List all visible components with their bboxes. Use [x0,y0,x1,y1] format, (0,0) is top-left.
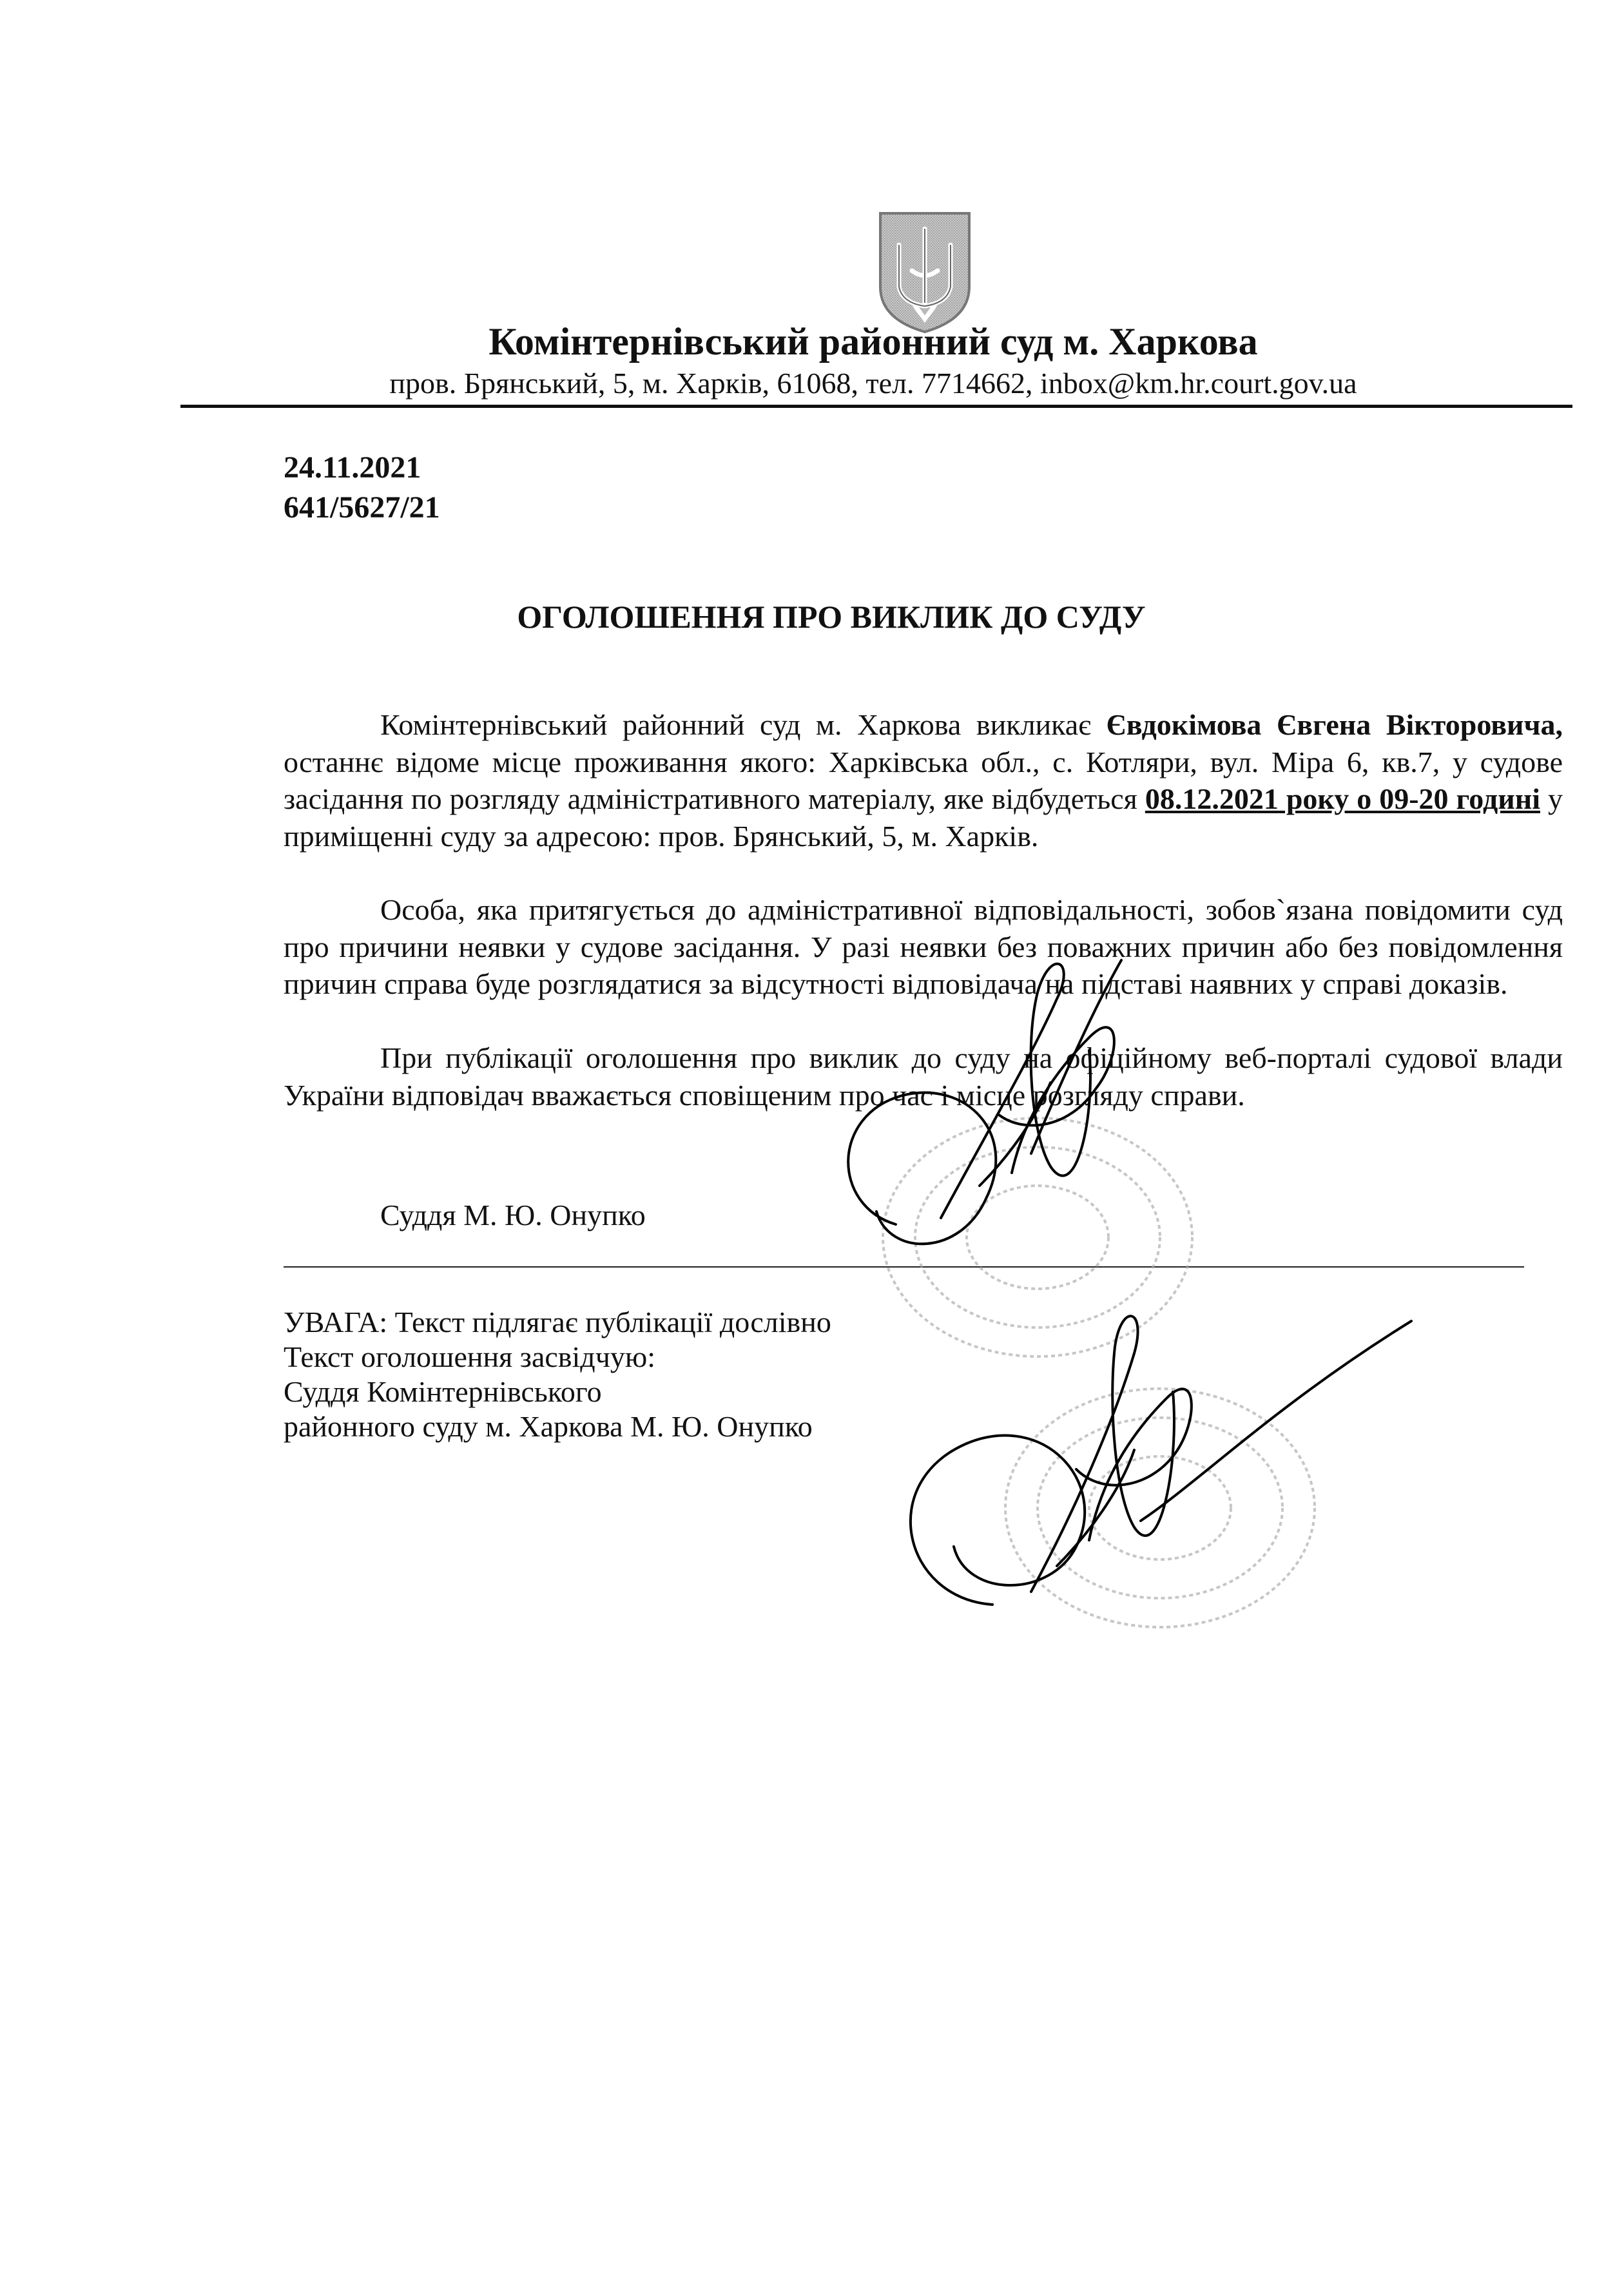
paragraph-obligation: Особа, яка притягується до адміністративної відповідальності, зобов`язана повідомити суд про причини неявки у судове засідання. У разі неявки без поважних причин або без повідомлення причин справа буде розглядатися за відсутності відповідача на підставі наявних у справі доказів. [284,893,1563,1000]
header-divider [180,405,1572,408]
note-line: Суддя Комінтернівського [284,1375,602,1408]
hearing-datetime: 08.12.2021 року о 09-20 годині [1145,782,1541,815]
note-line: районного суду м. Харкова М. Ю. Онупко [284,1410,813,1443]
note-line: УВАГА: Текст підлягає публікації дослівно [284,1306,831,1338]
paragraph-publication: При публікації оголошення про виклик до суду на офіційному веб-порталі судової влади України відповідач вважається сповіщеним про час і місце розгляду справи. [284,1041,1563,1112]
court-name: Комінтернівський районний суд м. Харкова [488,320,1258,363]
certifying-signature [864,1269,1424,1630]
court-address: пров. Брянський, 5, м. Харків, 61068, тел. 7714662, inbox@km.hr.court.gov.ua [389,367,1357,400]
document-title: ОГОЛОШЕННЯ ПРО ВИКЛИК ДО СУДУ [517,599,1146,635]
paragraph-summons: Комінтернівський районний суд м. Харкова викликає Євдокімова Євгена Вікторовича, останнє відоме місце проживання якого: Харківська обл., с. Котляри, вул. Міра 6, кв.7, у судове засідання по розгляду адміністративного матеріалу, яке відбудеться 08.12.2021 року о 09-20 годині у приміщенні суду за адресою: пров. Брянський, 5, м. Харків. [284,708,1563,853]
document-date: 24.11.2021 [284,450,421,485]
judge-signature [818,922,1179,1295]
judge-signature-line: Суддя М. Ю. Онупко [380,1199,646,1231]
case-number: 641/5627/21 [284,490,440,525]
note-line: Текст оголошення засвідчую: [284,1340,655,1373]
defendant-name: Євдокімова Євгена Вікторовича, [1106,708,1563,741]
